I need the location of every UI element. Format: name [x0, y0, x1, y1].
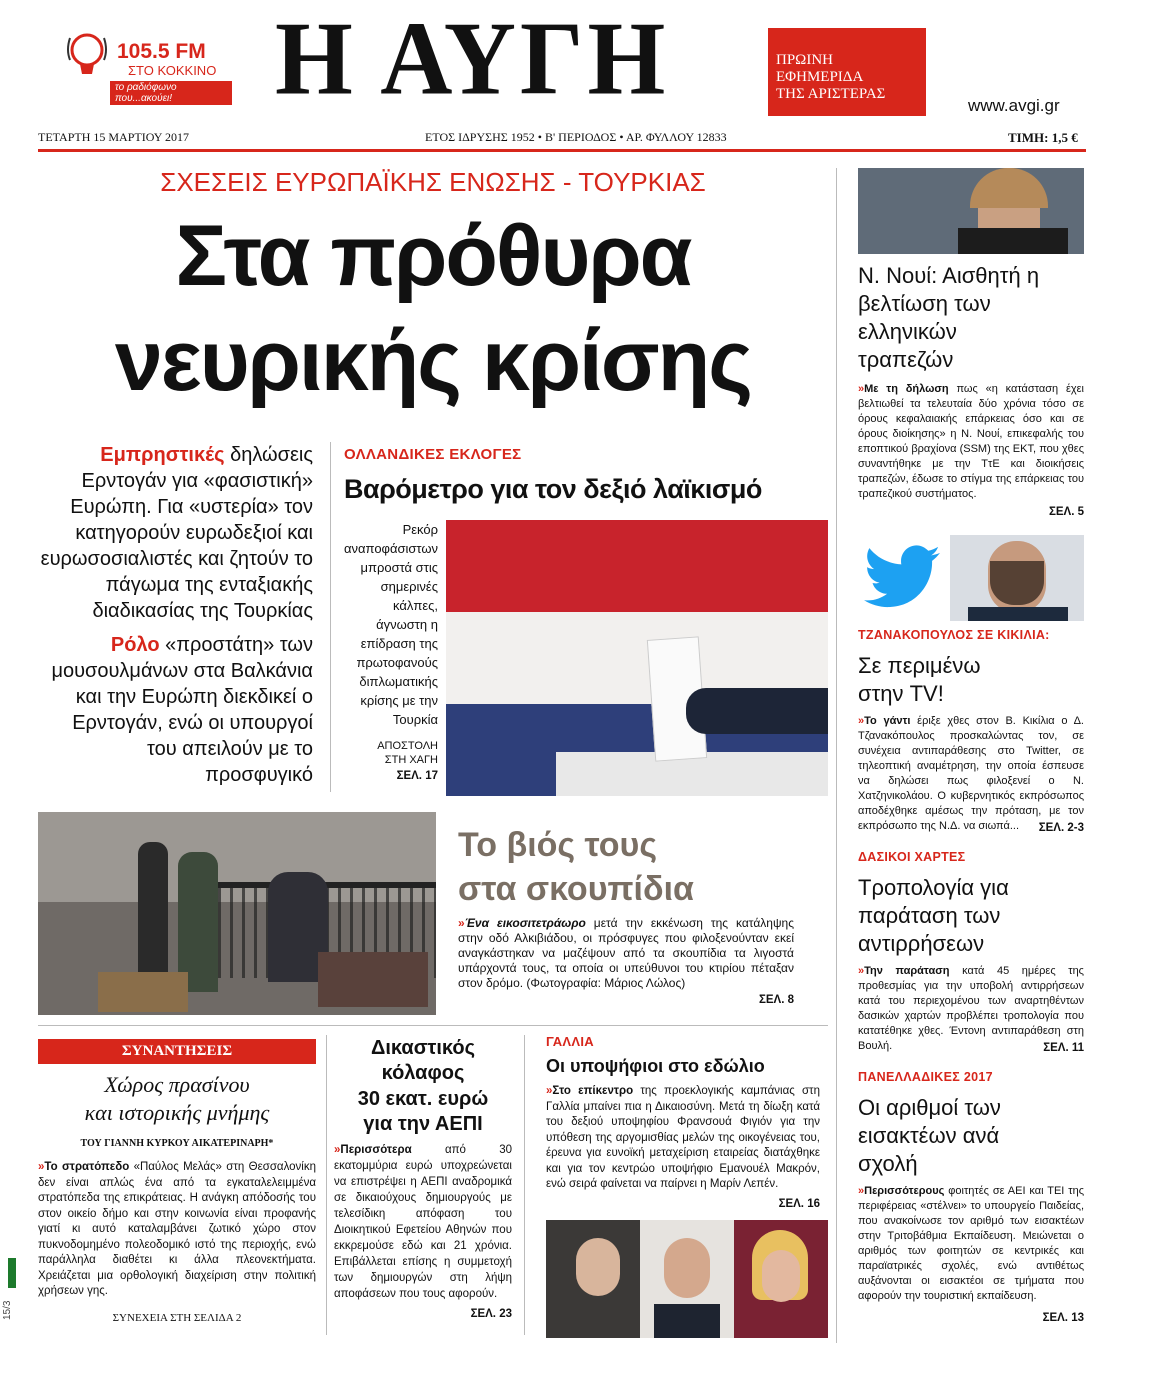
tv-page: ΣΕΛ. 2-3: [1038, 822, 1084, 834]
netherlands-kicker: ΟΛΛΑΝΔΙΚΕΣ ΕΚΛΟΓΕΣ: [344, 446, 522, 463]
netherlands-headline: Βαρόμετρο για τον δεξιό λαϊκισμό: [344, 474, 762, 504]
tagline-line-3: ΤΗΣ ΑΡΙΣΤΕΡΑΣ: [776, 86, 886, 102]
nouy-headline: Ν. Νουί: Αισθητή η βελτίωση των ελληνικών τραπεζών: [858, 263, 1040, 372]
exams-body: φοιτητές σε ΑΕΙ και ΤΕΙ της περιφέρειας «στέλνει» το υπουργείο Παιδείας, που ανακοίνωσε τον αριθμό των εισακτέων στην Τριτοβάθμια Εκπαίδευση. Μειώνεται ο αριθμός των φοιτητών σε κεντρικές και παραϊατρικές σχολές, ενώ αντιθέτως αυξάνονται οι εισακτέοι σε τμήματα που αφορούν την τουριστική εκπαίδευση.: [858, 1185, 1084, 1302]
dateline-issue: ΕΤΟΣ ΙΔΡΥΣΗΣ 1952 • Β' ΠΕΡΙΟΔΟΣ • ΑΡ. ΦΥΛΛΟΥ 12833: [425, 130, 727, 144]
radio-slogan: το ραδιόφωνο που...ακούει!: [110, 81, 232, 105]
arrow-icon: »: [458, 916, 465, 930]
france-lead: Στο επίκεντρο: [552, 1085, 634, 1097]
meetings-continued[interactable]: ΣΥΝΕΧΕΙΑ ΣΤΗ ΣΕΛΙΔΑ 2: [112, 1312, 242, 1324]
masthead-title: Η ΑΥΓΗ: [275, 0, 670, 117]
refugees-body: μετά την εκκένωση της κατάληψης στην οδό Αλκιβιάδου, οι πρόσφυγες που φιλοξενούνταν εκεί αναγκάστηκαν να μαζέψουν από τα σκουπίδια τα λιγοστά υπάρχοντά τους, τα οποία οι υπεύθυνοι του κτιρίου πέταξαν στον δρόμο. (Φωτογραφία: Μάριος Λώλος): [458, 916, 794, 990]
nouy-photo: [858, 168, 1084, 254]
court-headline-4: για την ΑΕΠΙ: [363, 1113, 483, 1135]
court-body: από 30 εκατομμύρια ευρώ υποχρεώνεται να επιστρέψει η ΑΕΠΙ αναδρομικά σε δικαιούχους δημιουργούς με τελεσίδικη απόφαση του Διοικητικού Εφετείου Αθηνών που εκκρεμούσε εδώ και 21 χρόνια. Επιβάλλεται επίσης η συμμετοχή των δημιουργών στη λήψη αποφάσεων που τους αφορούν.: [334, 1144, 512, 1300]
lead-headline-1: Στα πρόθυρα: [175, 208, 691, 304]
refugees-headline-2: στα σκουπίδια: [458, 870, 694, 908]
radio-ad[interactable]: [62, 30, 232, 104]
france-body: της προεκλογικής καμπάνιας στη Γαλλία μπαίνει πια η Δικαιοσύνη. Μετά τη δίωξη κατά του δεξιού υποψηφίου Φρανσουά Φιγιόν για την υπόθεση της αργομισθίας μελών της οικογένειας του, έρευνα για ευνοϊκή μεταχείριση εταιρείας διατάχθηκε και για τον κεντρώο υποψήφιο Εμανουέλ Μακρόν, ενώ σειρά φαίνεται να παίρνει η Μαρίν Λεπέν.: [546, 1085, 820, 1190]
arrow-icon: »: [858, 1185, 865, 1197]
meetings-body: «Παύλος Μελάς» στη Θεσσαλονίκη δεν είναι απλώς ένα από τα εγκαταλελειμμένα στρατόπεδα της επικράτειας. Η ανάγκη απόδοσής του στον οικείο δήμο και στην κοινωνία είναι προφανής γιατί κι αυτό καταλαμβάνει ζωτικό χώρο στον πυκνοδομημένο πολεοδομικό ιστό της περιοχής, ενώ παράλληλα διαθέτει κι άλλα πλεονεκτήματα. Χρειάζεται μια ορθολογική διαχείριση στην πολιτική χρήσεων γης.: [38, 1161, 316, 1297]
tv-headline: Σε περιμένω στην TV!: [858, 653, 981, 706]
exams-text: [858, 1184, 1084, 1304]
dateline-date: ΤΕΤΑΡΤΗ 15 ΜΑΡΤΙΟΥ 2017: [38, 130, 189, 144]
lead-p1-lead: Εμπρηστικές: [100, 444, 225, 466]
margin-green-mark: [8, 1258, 16, 1288]
forest-headline: Τροπολογία για παράταση των αντιρρήσεων: [858, 875, 1009, 956]
lead-paragraph-1: [40, 442, 313, 624]
masthead-tagline: [768, 28, 926, 116]
meetings-label: ΣΥΝΑΝΤΗΣΕΙΣ: [38, 1039, 316, 1064]
tv-lead: Το γάντι: [864, 715, 911, 727]
tagline-line-1: ΠΡΩΙΝΗ: [776, 52, 833, 68]
ballot-photo: [446, 520, 828, 796]
nouy-page: ΣΕΛ. 5: [1048, 506, 1084, 518]
forest-body: κατά 45 ημέρες της προθεσμίας για την υποβολή αντιρρήσεων κατά του περιεχομένου των αναρτηθέντων δασικών χαρτών προβλέπει τροπολογία που κατατέθηκε χθες. Έντονη αντιπαράθεση στη Βουλή.: [858, 965, 1084, 1052]
refugees-page: ΣΕΛ. 8: [758, 994, 794, 1006]
exams-lead: Περισσότερους: [864, 1185, 945, 1197]
arrow-icon: »: [546, 1085, 553, 1097]
court-headline-2: κόλαφος: [381, 1062, 465, 1084]
court-page: ΣΕΛ. 23: [470, 1308, 512, 1320]
refugees-headline-1: Το βιός τους: [458, 826, 658, 864]
exams-kicker: ΠΑΝΕΛΛΑΔΙΚΕΣ 2017: [858, 1070, 993, 1084]
tv-photo: [858, 535, 1084, 621]
france-kicker: ΓΑΛΛΙΑ: [546, 1034, 594, 1049]
lead-divider: [330, 442, 331, 792]
meetings-divider: [326, 1035, 327, 1335]
section-rule: [38, 1025, 828, 1026]
lightbulb-icon: [62, 30, 112, 82]
lead-paragraph-2: [40, 632, 313, 788]
column-divider: [836, 168, 837, 1343]
lead-p2-text: «προστάτη» των μουσουλμάνων στα Βαλκάνια και την Ευρώπη διεκδικεί ο Ερντογάν, ενώ οι υπουργοί του απειλούν με το προσφυγικό: [51, 634, 313, 786]
forest-lead: Την παράταση: [864, 965, 950, 977]
arrow-icon: »: [38, 1161, 45, 1173]
margin-code: 15/3: [2, 1300, 13, 1320]
tv-kicker: ΤΖΑΝΑΚΟΠΟΥΛΟΣ ΣΕ ΚΙΚΙΛΙΑ:: [858, 628, 1050, 642]
refugees-lead: Ένα εικοσιτετράωρο: [464, 916, 586, 930]
france-headline: Οι υποψήφιοι στο εδώλιο: [546, 1056, 765, 1076]
website-link[interactable]: www.avgi.gr: [968, 96, 1060, 115]
tv-body: έριξε χθες στον Β. Κικίλια ο Δ. Τζανακόπουλος προσκαλώντας τον, σε συνέχεια αντιπαράθεσης στο Twitter, σε τηλεοπτική αναμέτρηση, την οποία έσπευσε να δηλώσει πως φιλοξενεί ο Ν. Χατζηνικολάου. Ο κυβερνητικός εκπρόσωπος αποδέχθηκε αμέσως την πρόταση, με τον εκπρόσωπο της Ν.Δ. να σιωπά...: [858, 715, 1084, 832]
court-text: [334, 1142, 512, 1302]
tv-text: [858, 714, 1084, 834]
court-headline-1: Δικαστικός: [371, 1037, 475, 1059]
refugees-text: [458, 916, 794, 991]
arrow-icon: »: [858, 715, 865, 727]
meetings-text: [38, 1160, 316, 1300]
netherlands-text: Ρεκόρ αναποφάσιστων μπροστά στις σημερινές κάλπες, άγνωστη η επίδραση της πρωτοφανούς διπλωματικής κρίσης με την Τουρκία: [344, 522, 439, 727]
exams-page: ΣΕΛ. 13: [1042, 1312, 1084, 1324]
france-text: [546, 1084, 820, 1193]
netherlands-byline-1: ΑΠΟΣΤΟΛΗ: [377, 740, 438, 752]
france-page: ΣΕΛ. 16: [778, 1198, 820, 1210]
arrow-icon: »: [858, 383, 865, 395]
lead-kicker: ΣΧΕΣΕΙΣ ΕΥΡΩΠΑΪΚΗΣ ΕΝΩΣΗΣ - ΤΟΥΡΚΙΑΣ: [160, 167, 706, 197]
forest-kicker: ΔΑΣΙΚΟΙ ΧΑΡΤΕΣ: [858, 850, 966, 864]
meetings-author: ΤΟΥ ΓΙΑΝΝΗ ΚΥΡΚΟΥ ΑΙΚΑΤΕΡΙΝΑΡΗ*: [80, 1138, 274, 1149]
exams-headline: Οι αριθμοί των εισακτέων ανά σχολή: [858, 1095, 1001, 1176]
twitter-bird-icon: [864, 545, 940, 609]
radio-frequency: 105.5 FM: [117, 40, 206, 63]
netherlands-page: ΣΕΛ. 17: [396, 770, 438, 782]
court-divider: [524, 1035, 525, 1335]
meetings-headline-1: Χώρος πρασίνου: [104, 1072, 250, 1097]
refugees-photo: [38, 812, 436, 1015]
arrow-icon: »: [858, 965, 865, 977]
netherlands-byline-2: ΣΤΗ ΧΑΓΗ: [384, 754, 438, 766]
radio-name: ΣΤΟ ΚΟΚΚΙΝΟ: [128, 63, 217, 78]
nouy-body: πως «η κατάσταση έχει βελτιωθεί τα τελευταία δύο χρόνια τόσο σε όρους κεφαλαιακής επάρκειας όσο και σε όρους διοίκησης» η Ν. Νουί, επικεφαλής του εποπτικού βραχίονα (SSM) της ΕΚΤ, που χθες συναντήθηκε με την ΤτΕ και διοικήσεις τραπεζών, έδωσε το στίγμα της επάρκειας του τραπεζικού συστήματος.: [858, 383, 1084, 500]
nouy-text: [858, 382, 1084, 502]
dateline-price: ΤΙΜΗ: 1,5 €: [1008, 130, 1078, 145]
lead-p1-text: δηλώσεις Ερντογάν για «φασιστική» Ευρώπη. Για «υστερία» τον κατηγορούν ευρωδεξιοί και ευρωσοσιαλιστές και ζητούν το πάγωμα της ενταξιακής διαδικασίας της Τουρκίας: [40, 444, 313, 622]
forest-text: [858, 964, 1084, 1054]
meetings-lead: Το στρατόπεδο: [44, 1161, 130, 1173]
lead-p2-lead: Ρόλο: [110, 634, 160, 656]
header-rule: [38, 149, 1086, 152]
meetings-headline-2: και ιστορικής μνήμης: [84, 1100, 270, 1125]
nouy-lead: Με τη δήλωση: [864, 383, 949, 395]
forest-page: ΣΕΛ. 11: [1043, 1042, 1084, 1054]
court-headline-3: 30 εκατ. ευρώ: [357, 1088, 489, 1110]
arrow-icon: »: [334, 1144, 341, 1156]
court-lead: Περισσότερα: [340, 1144, 412, 1156]
candidates-photo: [546, 1220, 828, 1338]
lead-headline-2: νευρικής κρίσης: [114, 313, 752, 409]
tagline-line-2: ΕΦΗΜΕΡΙΔΑ: [776, 69, 864, 85]
